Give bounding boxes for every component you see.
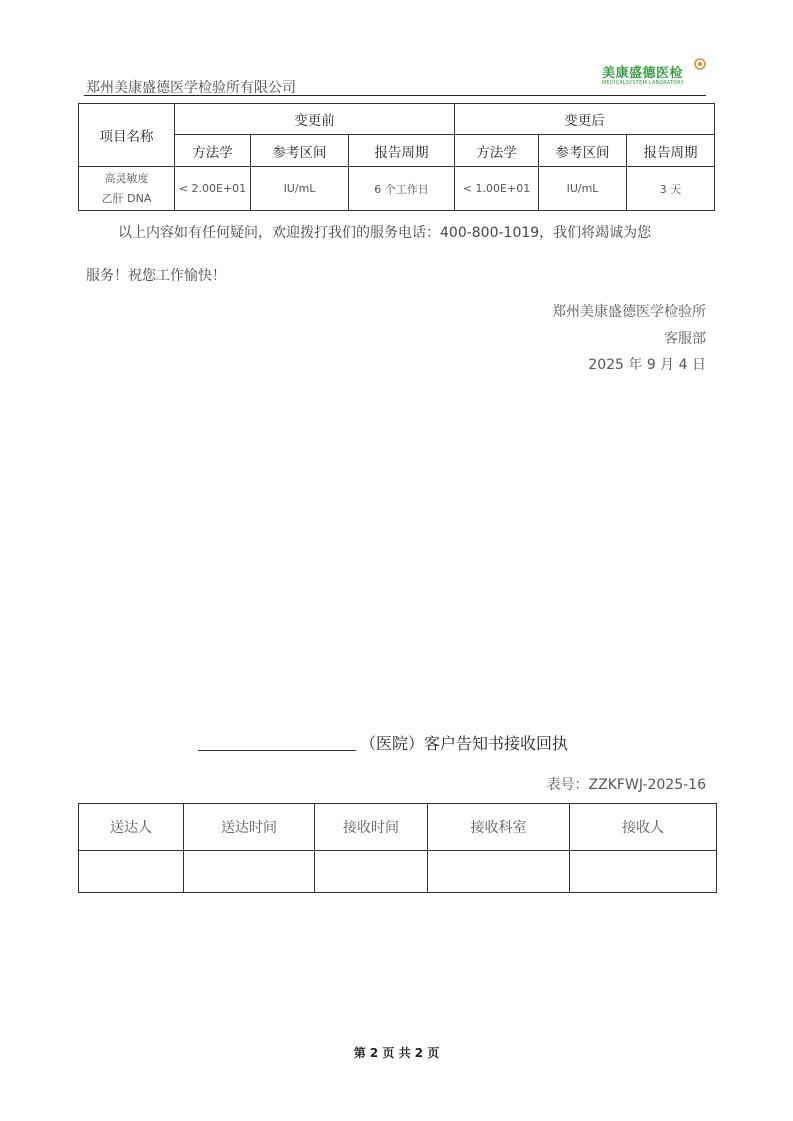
sub-header-cycle-after: 报告周期: [627, 135, 715, 167]
before-range-cell: IU/mL: [251, 167, 349, 211]
sub-header-range-before: 参考区间: [251, 135, 349, 167]
send-time-input-cell[interactable]: [184, 851, 315, 893]
after-change-header: 变更后: [455, 104, 715, 135]
logo-subtext: MEDICALSYSTEM LABORATORY: [602, 80, 684, 86]
column-receiver: 接收人: [570, 804, 717, 851]
item-name-line1: 高灵敏度: [104, 171, 149, 185]
after-range-cell: IU/mL: [539, 167, 627, 211]
before-method-cell: < 2.00E+01: [175, 167, 251, 211]
form-number: 表号：ZZKFWJ-2025-16: [546, 777, 706, 793]
header-company-name: 郑州美康盛德医学检验所有限公司: [86, 80, 296, 96]
receipt-table: [78, 803, 717, 893]
after-cycle-cell: 3 天: [627, 167, 715, 211]
hospital-name-blank-line: [198, 750, 356, 751]
company-logo: [598, 58, 708, 88]
item-name-line2: 乙肝 DNA: [101, 191, 152, 205]
receipt-title: （医院）客户告知书接收回执: [360, 734, 569, 753]
header-divider: [84, 95, 706, 96]
notice-paragraph-line2: 服务！祝您工作愉快！: [86, 268, 226, 284]
item-name-cell: [79, 167, 175, 211]
sender-input-cell[interactable]: [79, 851, 184, 893]
before-change-header: 变更前: [175, 104, 455, 135]
after-method-cell: < 1.00E+01: [455, 167, 539, 211]
page-number: 第 2 页 共 2 页: [353, 1046, 440, 1060]
receiving-department-input-cell[interactable]: [428, 851, 570, 893]
notice-paragraph-line1: 以上内容如有任何疑问，欢迎拨打我们的服务电话：400-800-1019，我们将竭诚为您: [118, 225, 652, 241]
column-receive-time: 接收时间: [315, 804, 428, 851]
sub-header-cycle-before: 报告周期: [349, 135, 455, 167]
receiver-input-cell[interactable]: [570, 851, 717, 893]
sub-header-range-after: 参考区间: [539, 135, 627, 167]
flower-logo-icon: [694, 58, 706, 70]
signature-date: 2025 年 9 月 4 日: [588, 357, 706, 373]
sub-header-method-after: 方法学: [455, 135, 539, 167]
receive-time-input-cell[interactable]: [315, 851, 428, 893]
before-cycle-cell: 6 个工作日: [349, 167, 455, 211]
signature-department: 客服部: [664, 331, 706, 347]
change-table: [78, 103, 715, 211]
signature-organization: 郑州美康盛德医学检验所: [552, 304, 706, 320]
column-sender: 送达人: [79, 804, 184, 851]
column-send-time: 送达时间: [184, 804, 315, 851]
item-name-header: 项目名称: [79, 104, 175, 167]
logo-text: 美康盛德医检: [602, 66, 684, 81]
sub-header-method-before: 方法学: [175, 135, 251, 167]
column-receiving-department: 接收科室: [428, 804, 570, 851]
